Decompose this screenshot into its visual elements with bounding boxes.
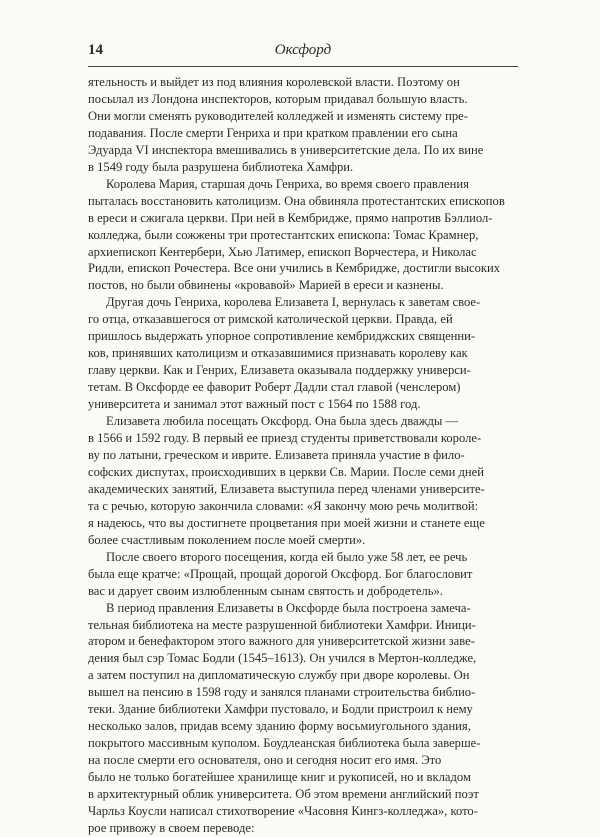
paragraph [88, 176, 518, 295]
text-line: постов, но были обвинены «кровавой» Марией в ереси и казнены. [88, 278, 444, 293]
paragraph [88, 74, 518, 176]
text-line: Эдуарда VI инспектора вмешивались в университетские дела. По их вине [88, 142, 484, 157]
text-line: покрытого массивным куполом. Боудлеанская библиотека была заверше- [88, 736, 481, 751]
text-line: была еще кратче: «Прощай, прощай дорогой Оксфорд. Бог благословит [88, 566, 473, 581]
text-line: университета и занимал этот важный пост с 1564 по 1588 год. [88, 397, 421, 412]
text-line: рое привожу в своем переводе: [88, 820, 255, 835]
text-line: та с речью, которую закончила словами: «Я закончу мою речь молитвой: [88, 498, 479, 513]
text-line: а затем поступил на дипломатическую службу при дворе королевы. Он [88, 668, 470, 683]
paragraph [88, 549, 518, 600]
text-line: ков, принявших католицизм и отказавшимися признавать королеву как [88, 346, 468, 361]
text-line: ятельность и выйдет из под влияния королевской власти. Поэтому он [88, 75, 460, 89]
text-line: софских диспутах, происходивших в церкви Св. Марии. После семи дней [88, 464, 484, 479]
text-line: в 1549 году была разрушена библиотека Хамфри. [88, 159, 354, 174]
text-line: колледжа, были сожжены три протестантских епископа: Томас Крамнер, [88, 227, 479, 242]
text-line: теки. Здание библиотеки Хамфри пустовало, и Бодли пристроил к нему [88, 702, 473, 717]
text-line: главу церкви. Как и Генрих, Елизавета оказывала поддержку универси- [88, 363, 471, 378]
paragraph [88, 600, 518, 837]
body-text [88, 74, 518, 837]
text-line: Елизавета любила посещать Оксфорд. Она была здесь дважды — [106, 414, 459, 429]
text-line: в 1566 и 1592 году. В первый ее приезд студенты приветствовали короле- [88, 431, 482, 446]
text-line: тельная библиотека на месте разрушенной библиотеки Хамфри. Иници- [88, 617, 476, 632]
text-line: подавания. После смерти Генриха и при кратком правлении его сына [88, 125, 458, 140]
text-line: посылал из Лондона инспекторов, которым придавал большую власть. [88, 91, 468, 106]
page-header [88, 38, 518, 67]
paragraph [88, 413, 518, 549]
text-line: на после смерти его основателя, оно и сегодня носит его имя. Это [88, 753, 442, 768]
text-line: Они могли сменять руководителей колледжей и изменять систему пре- [88, 108, 468, 123]
text-line: архиепископ Кентербери, Хью Латимер, епископ Ворчестера, и Николас [88, 244, 477, 259]
text-line: в ереси и сжигала церкви. При ней в Кембридже, прямо напротив Бэллиол- [88, 210, 493, 225]
text-line: было не только богатейшее хранилище книг и рукописей, но и вкладом [88, 770, 471, 785]
text-line: ву по латыни, греческом и иврите. Елизавета приняла участие в фило- [88, 447, 465, 462]
text-line: тетам. В Оксфорде ее фаворит Роберт Дадли стал главой (ченслером) [88, 380, 461, 395]
text-line: После своего второго посещения, когда ей было уже 58 лет, ее речь [106, 549, 468, 564]
text-line: атором и бенефактором этого важного для университетской жизни заве- [88, 634, 475, 649]
text-line: пыталась восстановить католицизм. Она обвиняла протестантских епископов [88, 193, 505, 208]
text-line: несколько залов, придав всему зданию форму восьмиугольного здания, [88, 719, 471, 734]
running-title: Оксфорд [274, 42, 332, 58]
text-line: академических занятий, Елизавета выступила перед членами университе- [88, 481, 485, 496]
text-line: более счастливым поколением после моей смерти». [88, 532, 366, 547]
text-line: пришлось выдержать упорное сопротивление кембриджских священни- [88, 329, 476, 344]
page-number: 14 [88, 42, 103, 58]
text-line: я надеюсь, что вы достигнете процветания при моей жизни и станете еще [88, 515, 485, 530]
text-line: дения был сэр Томас Бодли (1545–1613). Он учился в Мертон-колледже, [88, 651, 477, 666]
text-line: го отца, отказавшегося от римской католической церкви. Правда, ей [88, 312, 453, 327]
text-line: вас и дарует своим излюбленным сынам святость и добродетель». [88, 583, 443, 598]
text-line: Другая дочь Генриха, королева Елизавета I, вернулась к заветам свое- [106, 295, 481, 310]
text-line: Королева Мария, старшая дочь Генриха, во время своего правления [106, 176, 469, 191]
paragraph [88, 294, 518, 413]
text-line: Ридли, епископ Рочестера. Все они учились в Кембридже, достигли высоких [88, 261, 501, 276]
text-line: Чарльз Коусли написал стихотворение «Часовня Кингз-колледжа», кото- [88, 803, 478, 818]
text-line: В период правления Елизаветы в Оксфорде была построена замеча- [106, 600, 471, 615]
text-line: в архитектурный облик университета. Об этом времени английский поэт [88, 787, 479, 802]
text-line: вышел на пенсию в 1598 году и занялся планами строительства библио- [88, 685, 476, 700]
